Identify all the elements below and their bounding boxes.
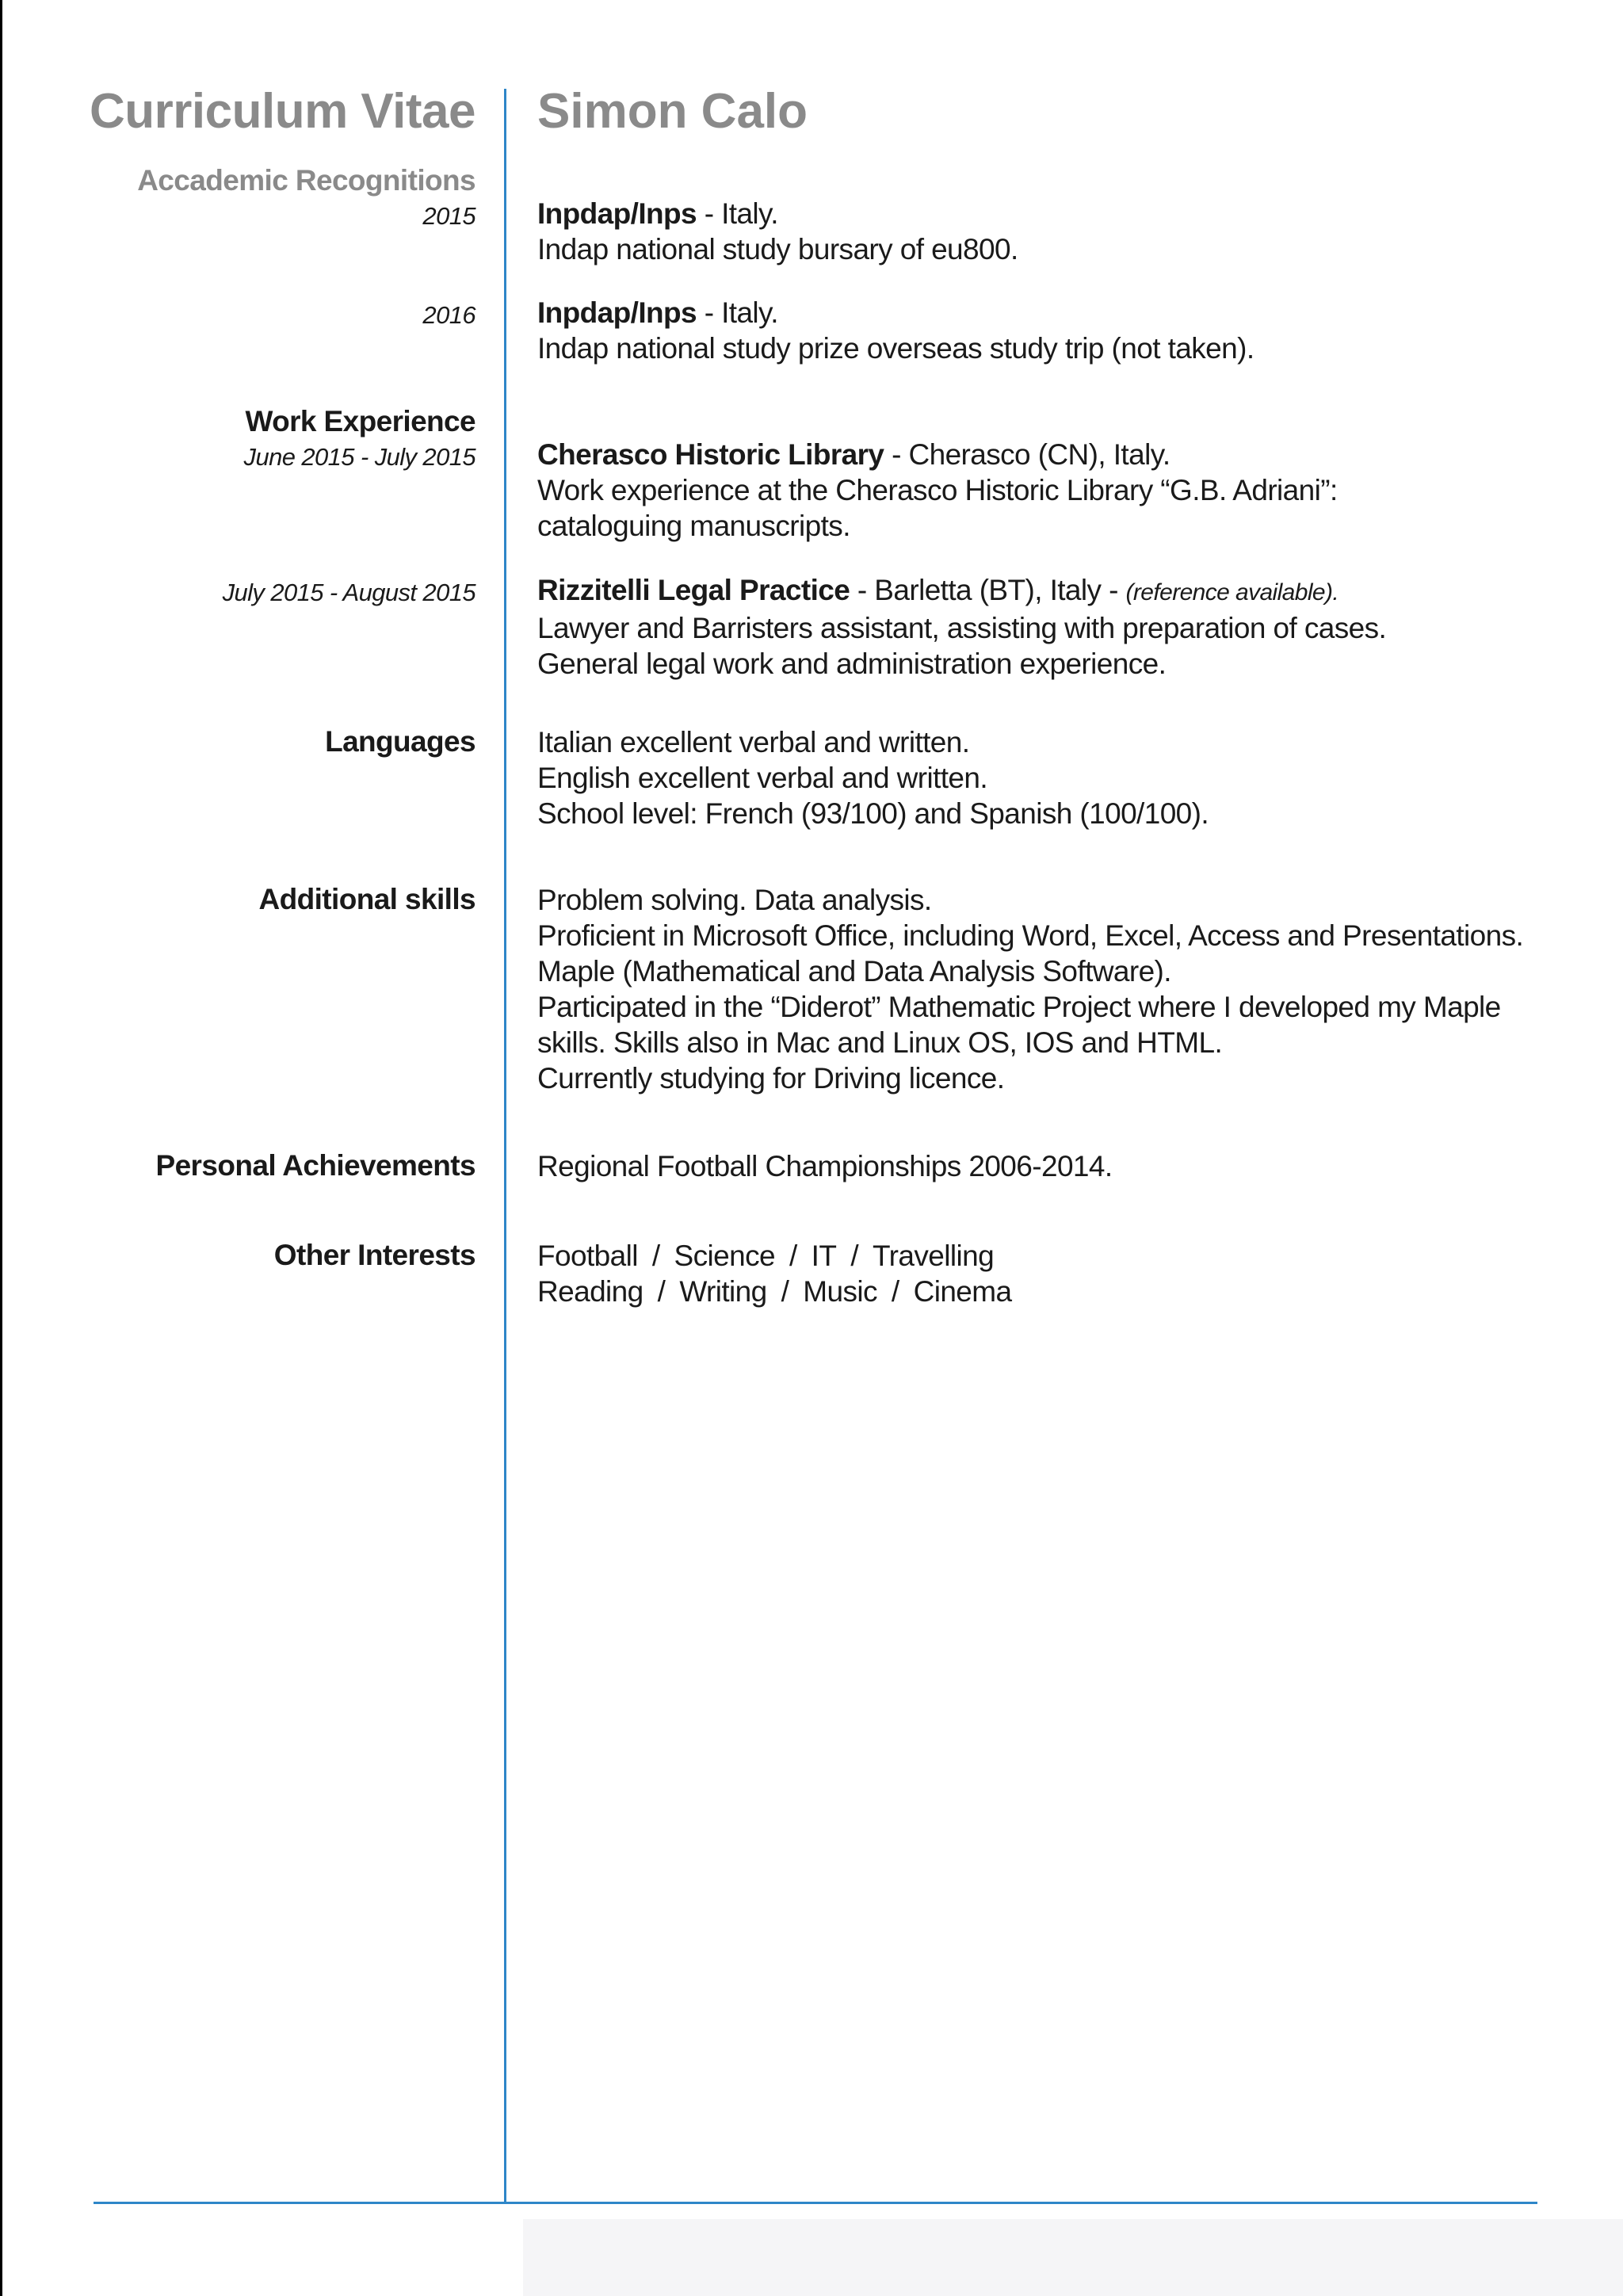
skill-line: Maple (Mathematical and Data Analysis Software).: [537, 955, 1171, 988]
entry-desc: General legal work and administration experience.: [537, 648, 1167, 680]
interest-separator: /: [657, 1275, 666, 1308]
entry-academic-1: [537, 196, 1537, 267]
interest-item: Reading: [537, 1275, 643, 1308]
achievement-line: Regional Football Championships 2006-2014.: [537, 1150, 1113, 1182]
section-label-skills: Additional skills: [258, 883, 475, 915]
interest-item: Football: [537, 1240, 638, 1272]
interest-item: Writing: [679, 1275, 767, 1308]
org-place: - Italy.: [697, 197, 778, 230]
interest-item: Music: [803, 1275, 877, 1308]
entry-desc: cataloguing manuscripts.: [537, 510, 850, 542]
skill-line: Proficient in Microsoft Office, including Word, Excel, Access and Presentations.: [537, 919, 1524, 952]
org-name: Rizzitelli Legal Practice: [537, 574, 850, 606]
date-work-2: July 2015 - August 2015: [222, 579, 475, 606]
interest-separator: /: [781, 1275, 789, 1308]
page-left-edge: [0, 0, 2, 2296]
entry-languages: [537, 724, 1537, 831]
entry-desc: Indap national study bursary of eu800.: [537, 233, 1018, 266]
section-label-languages: Languages: [325, 725, 475, 758]
entry-skills: [537, 882, 1537, 1096]
interest-separator: /: [891, 1275, 899, 1308]
language-line: English excellent verbal and written.: [537, 762, 988, 794]
skill-line: Problem solving. Data analysis.: [537, 884, 932, 916]
section-label-interests: Other Interests: [273, 1239, 475, 1271]
interest-item: Science: [674, 1240, 775, 1272]
interest-separator: /: [789, 1240, 797, 1272]
language-line: Italian excellent verbal and written.: [537, 726, 970, 758]
interest-separator: /: [850, 1240, 859, 1272]
org-name: Inpdap/Inps: [537, 197, 697, 230]
org-name: Cherasco Historic Library: [537, 438, 884, 471]
skill-line: Participated in the “Diderot” Mathematic Project where I developed my Maple skills. Skills also in Mac and Linux OS, IOS and HTML.: [537, 991, 1501, 1059]
entry-desc: Work experience at the Cherasco Historic Library “G.B. Adriani”:: [537, 474, 1338, 506]
section-label-work: Work Experience: [245, 405, 475, 437]
date-academic-2: 2016: [422, 301, 475, 329]
interest-item: Cinema: [913, 1275, 1012, 1308]
entry-interests: [537, 1238, 1537, 1309]
entry-desc: Lawyer and Barristers assistant, assisting with preparation of cases.: [537, 612, 1387, 644]
interest-item: Travelling: [873, 1240, 995, 1272]
column-divider: [504, 89, 506, 2203]
entry-academic-2: [537, 295, 1537, 366]
cv-title: Curriculum Vitae: [89, 84, 475, 139]
entry-work-2: [537, 572, 1537, 682]
interest-item: IT: [811, 1240, 837, 1272]
language-line: School level: French (93/100) and Spanish (100/100).: [537, 797, 1209, 830]
reference-note: (reference available).: [1125, 579, 1339, 606]
date-work-1: June 2015 - July 2015: [243, 443, 475, 471]
bottom-rule: [94, 2202, 1537, 2204]
org-name: Inpdap/Inps: [537, 296, 697, 329]
skill-line: Currently studying for Driving licence.: [537, 1062, 1005, 1095]
footer-shade: [523, 2219, 1623, 2296]
interests-row-1: [537, 1238, 1537, 1274]
section-label-academic: Accademic Recognitions: [137, 164, 475, 197]
org-place: - Cherasco (CN), Italy.: [884, 438, 1170, 471]
org-place: - Barletta (BT), Italy -: [850, 574, 1126, 606]
interest-separator: /: [651, 1240, 660, 1272]
section-label-achievements: Personal Achievements: [155, 1149, 475, 1182]
entry-desc: Indap national study prize overseas study trip (not taken).: [537, 332, 1254, 365]
entry-work-1: [537, 437, 1537, 544]
entry-achievements: [537, 1148, 1537, 1184]
date-academic-1: 2015: [422, 202, 475, 230]
candidate-name: Simon Calo: [537, 84, 808, 139]
interests-row-2: [537, 1274, 1537, 1309]
org-place: - Italy.: [697, 296, 778, 329]
